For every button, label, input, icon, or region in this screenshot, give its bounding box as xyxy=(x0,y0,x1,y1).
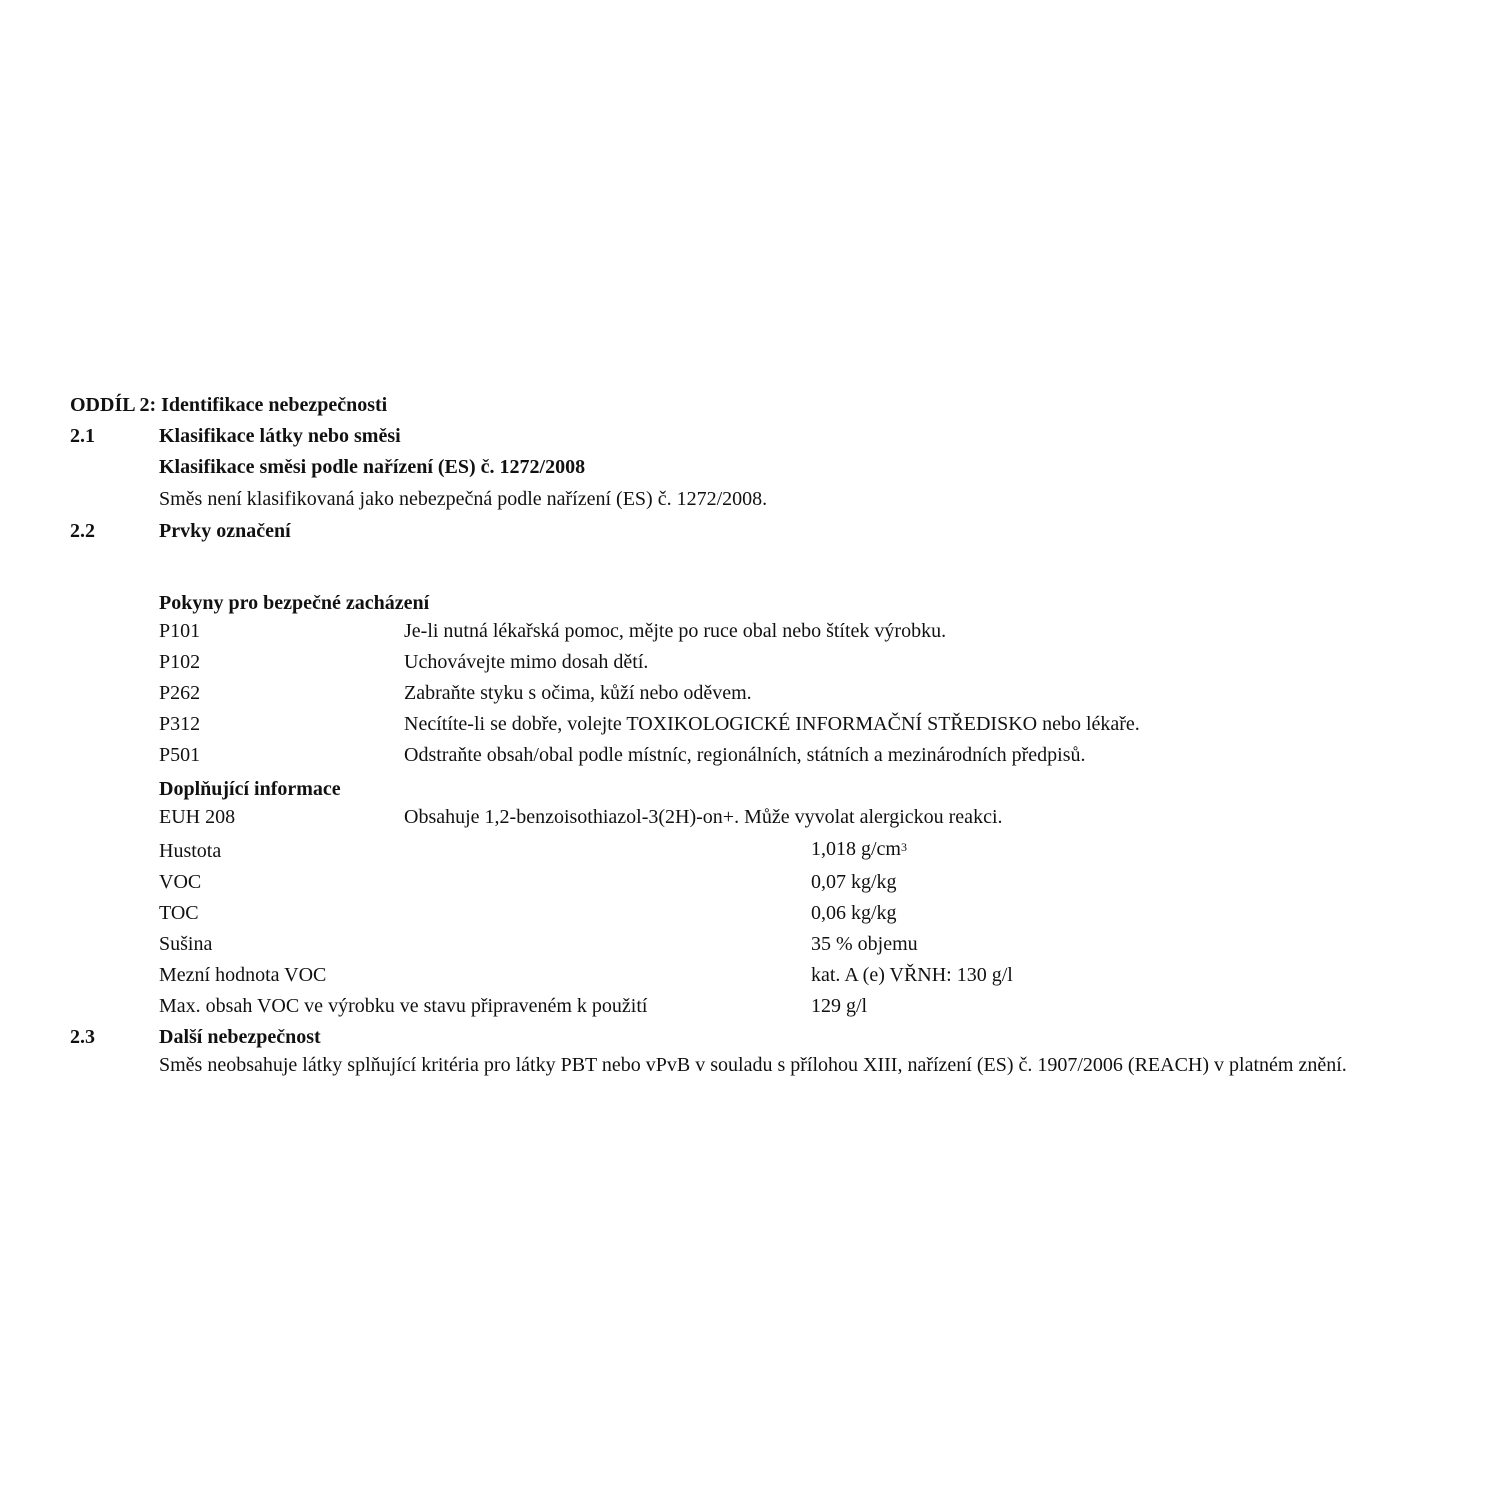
section-2-2-heading: Prvky označení xyxy=(159,520,291,542)
precautions-heading: Pokyny pro bezpečné zacházení xyxy=(159,592,430,614)
precaution-text: Zabraňte styku s očima, kůží nebo oděvem. xyxy=(404,682,752,704)
precaution-code: P501 xyxy=(159,744,201,766)
precaution-text: Je-li nutná lékařská pomoc, mějte po ruce obal nebo štítek výrobku. xyxy=(404,620,947,642)
property-value: kat. A (e) VŘNH: 130 g/l xyxy=(811,964,1013,986)
property-value xyxy=(811,837,907,861)
property-label: Hustota xyxy=(159,840,222,862)
precaution-text: Necítíte-li se dobře, volejte TOXIKOLOGICKÉ INFORMAČNÍ STŘEDISKO nebo lékaře. xyxy=(404,713,1140,735)
property-label: TOC xyxy=(159,902,199,924)
section-2-2-number: 2.2 xyxy=(70,520,95,542)
density-value: 1,018 g/cm xyxy=(811,838,901,860)
section-2-1-heading: Klasifikace látky nebo směsi xyxy=(159,425,401,447)
precaution-code: P262 xyxy=(159,682,201,704)
precaution-code: P312 xyxy=(159,713,201,735)
classification-subheading: Klasifikace směsi podle nařízení (ES) č. 1272/2008 xyxy=(159,456,586,478)
density-superscript: 3 xyxy=(901,840,907,854)
euh-code: EUH 208 xyxy=(159,806,236,828)
section-title: ODDÍL 2: Identifikace nebezpečnosti xyxy=(70,394,388,416)
property-label: Mezní hodnota VOC xyxy=(159,964,327,986)
section-2-3-heading: Další nebezpečnost xyxy=(159,1026,321,1048)
section-2-1-number: 2.1 xyxy=(70,425,95,447)
precaution-text: Odstraňte obsah/obal podle místníc, regionálních, státních a mezinárodních předpisů. xyxy=(404,744,1086,766)
section-2-3-number: 2.3 xyxy=(70,1026,95,1048)
supplementary-heading: Doplňující informace xyxy=(159,778,341,800)
precaution-code: P101 xyxy=(159,620,201,642)
precaution-text: Uchovávejte mimo dosah dětí. xyxy=(404,651,649,673)
precaution-code: P102 xyxy=(159,651,201,673)
euh-text: Obsahuje 1,2-benzoisothiazol-3(2H)-on+. Může vyvolat alergickou reakci. xyxy=(404,806,1003,828)
property-value: 129 g/l xyxy=(811,995,868,1017)
property-label: Sušina xyxy=(159,933,213,955)
property-label: VOC xyxy=(159,871,202,893)
property-label: Max. obsah VOC ve výrobku ve stavu připraveném k použití xyxy=(159,995,648,1017)
property-value: 0,07 kg/kg xyxy=(811,871,897,893)
property-value: 35 % objemu xyxy=(811,933,918,955)
other-hazards-text: Směs neobsahuje látky splňující kritéria pro látky PBT nebo vPvB v souladu s přílohou XIII, nařízení (ES) č. 1907/2006 (REACH) v platném znění. xyxy=(159,1054,1347,1076)
property-value: 0,06 kg/kg xyxy=(811,902,897,924)
classification-text: Směs není klasifikovaná jako nebezpečná podle nařízení (ES) č. 1272/2008. xyxy=(159,488,768,510)
